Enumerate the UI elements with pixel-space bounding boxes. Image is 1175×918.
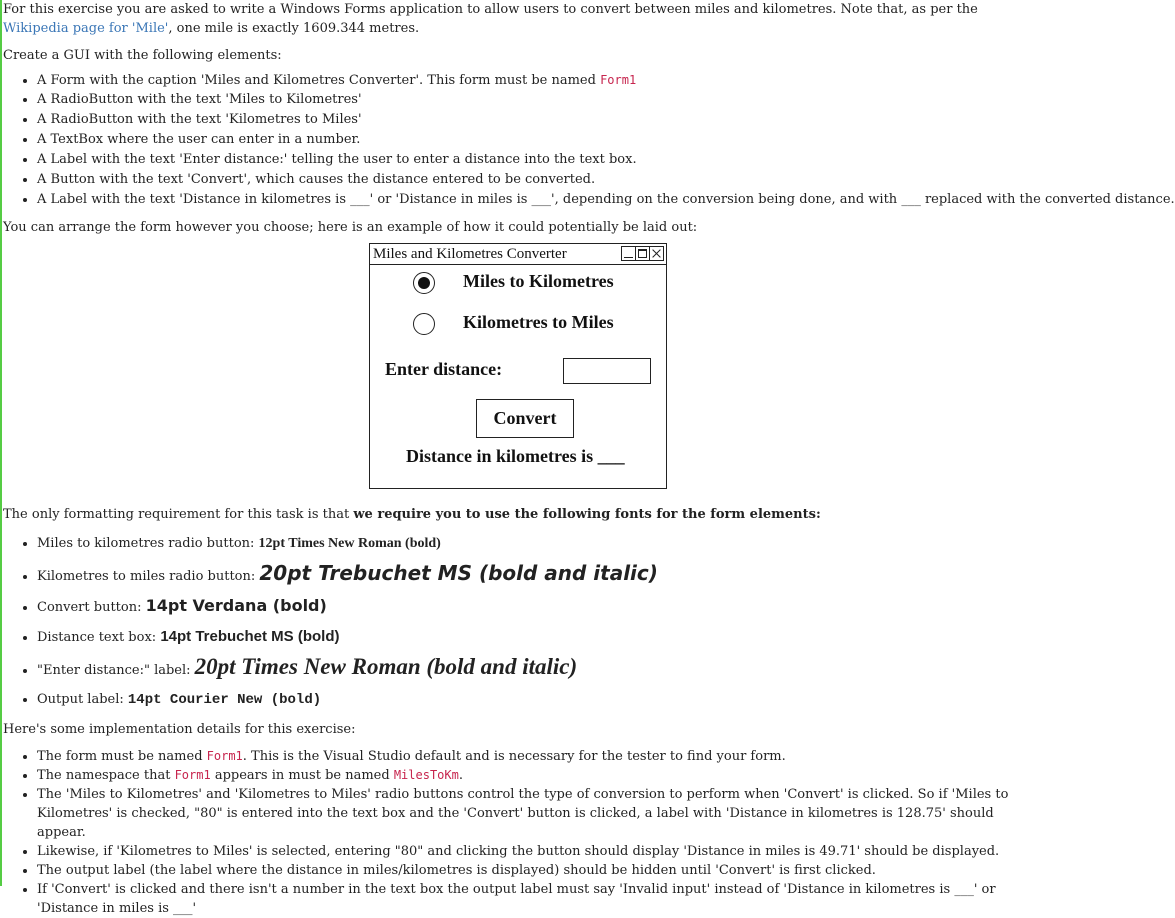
intro-text: For this exercise you are asked to write a Windows Forms application to allow users to convert between miles and kilometres. Note that, as per the: [3, 2, 978, 17]
list-item: [37, 747, 1014, 766]
radio-km-to-miles-label: Kilometres to Miles: [463, 312, 614, 332]
intro-paragraph: [3, 0, 1013, 38]
impl-text: .: [458, 768, 463, 783]
list-item: [37, 623, 1024, 652]
impl-text: The namespace that: [37, 768, 175, 783]
list-item: [37, 686, 1024, 714]
left-accent-bar: [0, 0, 2, 886]
window-controls: [622, 246, 664, 261]
list-item: • A Button with the text 'Convert', which causes the distance entered to be converted.: [37, 170, 1024, 190]
arrange-text: You can arrange the form however you choose; here is an example of how it could potentially be laid out:: [3, 220, 698, 235]
radio-miles-to-km-icon: [413, 272, 435, 294]
example-form-figure: [3, 237, 1024, 505]
distance-textbox: [563, 358, 651, 384]
list-item: • A RadioButton with the text 'Kilometres to Miles': [37, 110, 1024, 130]
list-item: • If 'Convert' is clicked and there isn't a number in the text box the output label must say 'Invalid input' instead of 'Distance in kilometres is ___' or 'Distance in miles is ___': [37, 880, 1014, 918]
namespace-code: MilesToKm: [393, 768, 459, 782]
close-icon: [649, 246, 664, 261]
form-caption: Miles and Kilometres Converter: [373, 246, 567, 262]
example-form: [369, 243, 667, 489]
list-item: [37, 592, 1024, 622]
font-req-label: "Enter distance:" label:: [37, 663, 195, 678]
implementation-list: [3, 747, 1024, 918]
list-item: [37, 559, 1024, 591]
format-intro: [3, 505, 1024, 524]
font-req-label: Output label:: [37, 692, 128, 707]
font-req-label: Kilometres to miles radio button:: [37, 569, 260, 584]
list-item: • A TextBox where the user can enter in a number.: [37, 130, 1024, 150]
list-item: [37, 766, 1014, 785]
list-item: • Likewise, if 'Kilometres to Miles' is selected, entering "80" and clicking the button should display 'Distance in miles is 49.71' should be displayed.: [37, 842, 1014, 861]
font-req-label: Distance text box:: [37, 630, 161, 645]
radio-miles-to-km-label: Miles to Kilometres: [463, 271, 614, 291]
impl-text: The form must be named: [37, 749, 207, 764]
impl-text: . This is the Visual Studio default and is necessary for the tester to find your form.: [242, 749, 786, 764]
font-req-label: Convert button:: [37, 600, 146, 615]
font-req-value: 14pt Trebuchet MS (bold): [160, 628, 340, 645]
list-item: • A Label with the text 'Distance in kilometres is ___' or 'Distance in miles is ___', depending on the conversion being done, and with ___ replaced with the converted distance.: [37, 190, 1024, 210]
form1-code: Form1: [174, 768, 211, 782]
exercise-page: [3, 0, 1175, 918]
form1-code: Form1: [600, 73, 637, 87]
enter-distance-label: Enter distance:: [385, 359, 503, 379]
list-item: • The output label (the label where the distance in miles/kilometres is displayed) should be hidden until 'Convert' is first clicked.: [37, 861, 1014, 880]
font-req-value: 14pt Courier New (bold): [127, 692, 322, 708]
output-label: Distance in kilometres is ___: [406, 446, 625, 466]
impl-intro: Here's some implementation details for this exercise:: [3, 722, 356, 737]
list-item: • The 'Miles to Kilometres' and 'Kilometres to Miles' radio buttons control the type of conversion to perform when 'Convert' is clicked. So if 'Miles to Kilometres' is checked, "80" is entered into the text box and the 'Convert' button is clicked, a label with 'Distance in kilometres is 128.75' should appear.: [37, 785, 1014, 842]
minimize-icon: [621, 246, 636, 261]
font-req-value: 14pt Verdana (bold): [145, 596, 327, 615]
font-requirements-list: [3, 530, 1024, 714]
format-intro-bold: we require you to use the following fonts for the form elements:: [353, 507, 821, 522]
convert-button: Convert: [476, 399, 574, 438]
list-item: [37, 530, 1024, 558]
list-item: • A RadioButton with the text 'Miles to Kilometres': [37, 90, 1024, 110]
list-item: [37, 653, 1024, 685]
font-req-value: 12pt Times New Roman (bold): [258, 536, 441, 551]
form-titlebar: [370, 244, 666, 265]
gui-elements-list: [3, 70, 1175, 210]
format-intro-text: The only formatting requirement for this task is that: [3, 507, 354, 522]
wikipedia-mile-link[interactable]: Wikipedia page for 'Mile': [3, 21, 169, 36]
font-req-value: 20pt Trebuchet MS (bold and italic): [259, 561, 658, 585]
list-item-text: A Form with the caption 'Miles and Kilometres Converter'. This form must be named: [37, 73, 601, 88]
radio-km-to-miles-icon: [413, 313, 435, 335]
list-item: [37, 70, 1024, 90]
font-req-value: 20pt Times New Roman (bold and italic): [194, 654, 578, 679]
impl-text: appears in must be named: [210, 768, 394, 783]
list-item: • A Label with the text 'Enter distance:' telling the user to enter a distance into the text box.: [37, 150, 1024, 170]
create-gui-heading: Create a GUI with the following elements:: [3, 48, 282, 63]
maximize-icon: [635, 246, 650, 261]
form1-code: Form1: [206, 749, 243, 763]
intro-text-end: , one mile is exactly 1609.344 metres.: [168, 21, 420, 36]
font-req-label: Miles to kilometres radio button:: [37, 536, 259, 551]
